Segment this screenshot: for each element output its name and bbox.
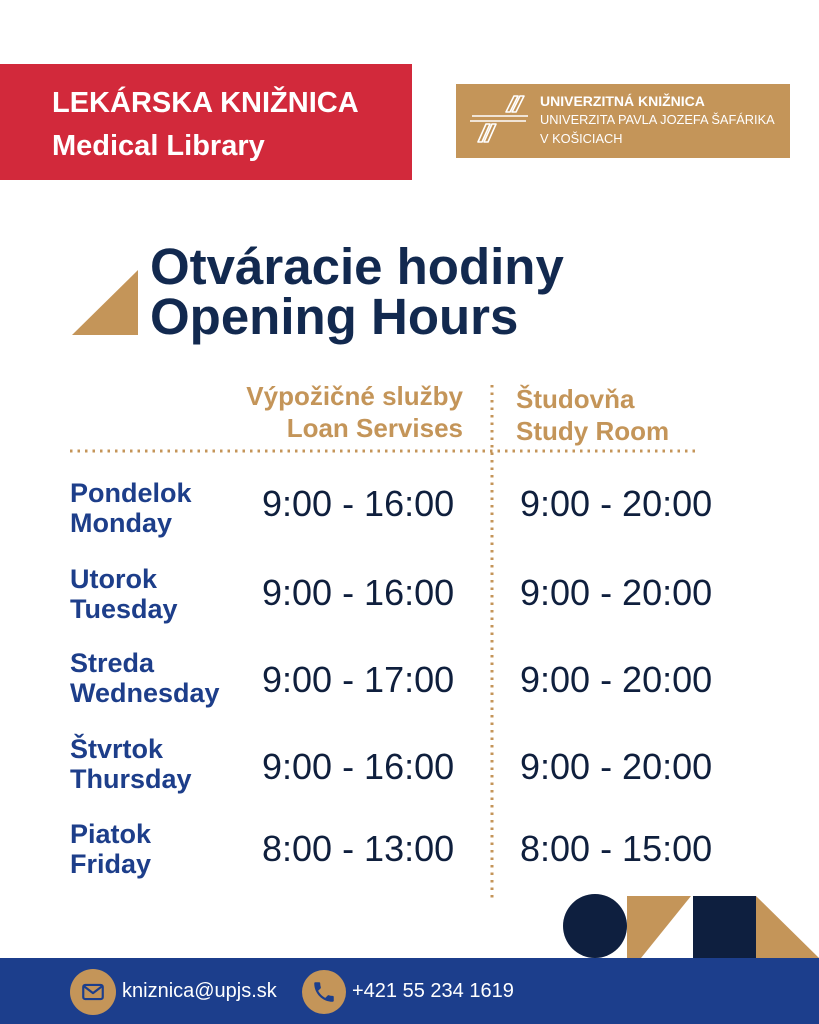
header-divider (68, 449, 700, 453)
triangle-icon (72, 270, 138, 335)
column-header-study-en: Study Room (516, 416, 670, 446)
study-hours: 9:00 - 20:00 (520, 746, 713, 787)
column-header-loan (200, 380, 463, 444)
day-name-en: Monday (70, 508, 173, 538)
column-header-loan-sk: Výpožičné služby (246, 381, 463, 411)
day-name-en: Friday (70, 849, 152, 879)
day-name-en: Thursday (70, 764, 192, 794)
email-icon-badge (70, 969, 116, 1015)
navy-square-shape (693, 896, 756, 958)
book-lines-logo-icon (470, 94, 532, 146)
column-header-study-sk: Študovňa (516, 384, 635, 414)
day-name-sk: Streda (70, 648, 155, 678)
email-link[interactable]: kniznica@upjs.sk (122, 980, 277, 1002)
phone-link[interactable]: +421 55 234 1619 (352, 980, 514, 1002)
loan-hours: 9:00 - 16:00 (262, 746, 455, 787)
day-name-sk: Utorok (70, 564, 157, 594)
phone-icon-badge (302, 970, 346, 1014)
library-name-sk: LEKÁRSKA KNIŽNICA (52, 87, 359, 119)
gold-slant-shape (627, 896, 691, 958)
loan-hours: 8:00 - 13:00 (262, 828, 455, 869)
day-name-sk: Štvrtok (70, 734, 164, 764)
loan-hours: 9:00 - 16:00 (262, 572, 455, 613)
loan-hours: 9:00 - 17:00 (262, 659, 455, 700)
gold-triangle-shape (756, 896, 819, 958)
university-logo-box (456, 84, 790, 158)
university-name: UNIVERZITA PAVLA JOZEFA ŠAFÁRIKA (540, 112, 775, 127)
day-thursday (70, 734, 192, 794)
day-tuesday (70, 564, 178, 624)
navy-circle-shape (563, 894, 627, 958)
study-hours: 9:00 - 20:00 (520, 659, 713, 700)
day-friday (70, 819, 151, 879)
day-name-en: Tuesday (70, 594, 178, 624)
university-library-title: UNIVERZITNÁ KNIŽNICA (540, 93, 705, 109)
day-wednesday (70, 648, 220, 708)
day-name-sk: Pondelok (70, 478, 192, 508)
study-hours: 9:00 - 20:00 (520, 572, 713, 613)
decorative-shapes (560, 892, 819, 958)
day-name-sk: Piatok (70, 819, 152, 849)
phone-icon (311, 979, 337, 1005)
library-name-en: Medical Library (52, 130, 265, 162)
contact-footer (0, 958, 819, 1024)
column-header-study (516, 383, 669, 447)
page-title (150, 238, 564, 345)
envelope-icon (80, 979, 106, 1005)
column-divider (489, 383, 495, 901)
column-header-loan-en: Loan Servises (286, 413, 463, 443)
loan-hours: 9:00 - 16:00 (262, 483, 455, 524)
study-hours: 9:00 - 20:00 (520, 483, 713, 524)
study-hours: 8:00 - 15:00 (520, 828, 713, 869)
title-sk: Otváracie hodiny (150, 238, 564, 295)
library-banner (0, 64, 412, 180)
title-en: Opening Hours (150, 288, 519, 345)
day-monday (70, 478, 192, 538)
university-city: V KOŠICIACH (540, 131, 623, 146)
day-name-en: Wednesday (70, 678, 220, 708)
